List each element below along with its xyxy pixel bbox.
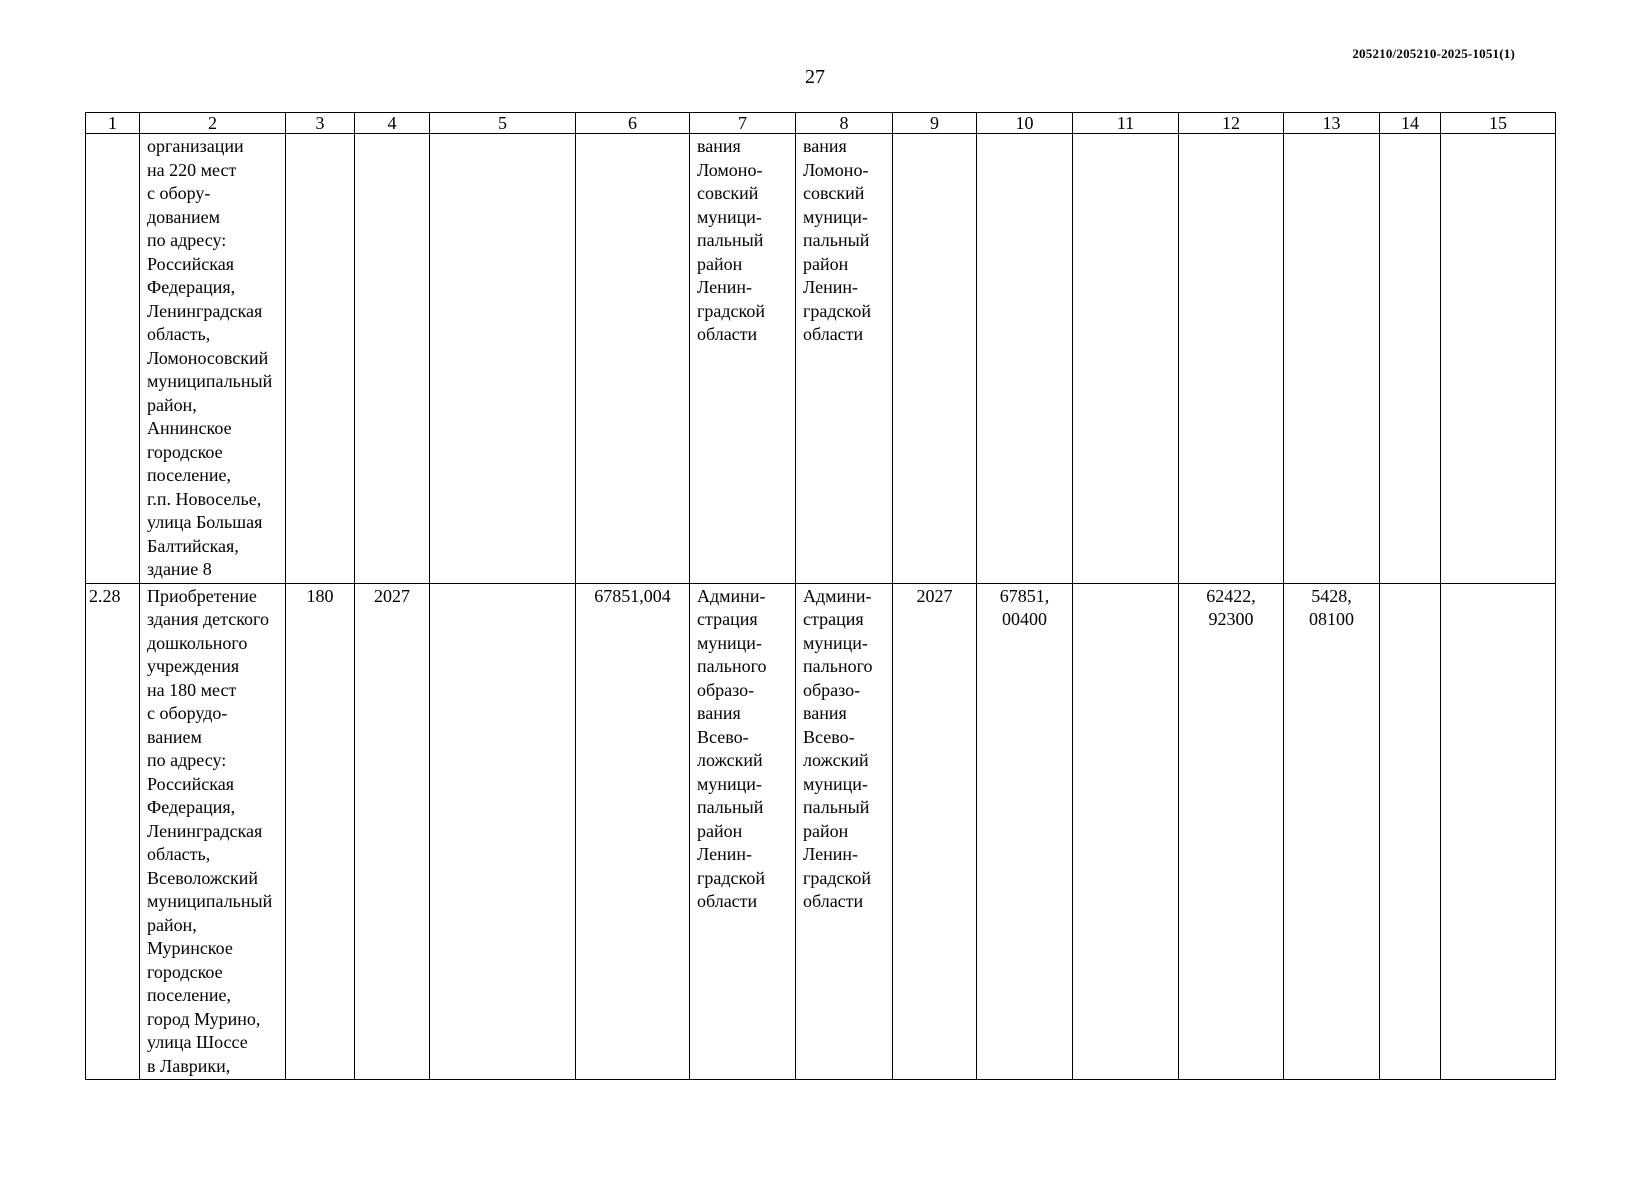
column-header: 15 xyxy=(1441,113,1556,134)
customer-cell: Админи- страция муници- пального образо- вания Всево- ложский муници- пальный район Ленин- градской области xyxy=(690,583,796,1080)
table-cell xyxy=(1179,134,1284,584)
table-cell xyxy=(430,583,576,1080)
table-cell xyxy=(1380,134,1441,584)
table-cell xyxy=(977,134,1073,584)
column-header: 8 xyxy=(796,113,893,134)
capacity-cell: 180 xyxy=(286,583,355,1080)
table-cell xyxy=(893,134,977,584)
column-header: 5 xyxy=(430,113,576,134)
table-cell xyxy=(576,134,690,584)
column-header: 2 xyxy=(140,113,286,134)
table-cell xyxy=(355,134,430,584)
table-cell xyxy=(1073,583,1179,1080)
data-table xyxy=(85,112,1556,1080)
column-header: 7 xyxy=(690,113,796,134)
column-header: 4 xyxy=(355,113,430,134)
column-header: 3 xyxy=(286,113,355,134)
column-number-row xyxy=(86,113,1556,134)
customer-cell: вания Ломоно- совский муници- пальный район Ленин- градской области xyxy=(690,134,796,584)
developer-cell: вания Ломоно- совский муници- пальный район Ленин- градской области xyxy=(796,134,893,584)
column-header: 11 xyxy=(1073,113,1179,134)
row-index-cell xyxy=(86,134,140,584)
developer-cell: Админи- страция муници- пального образо- вания Всево- ложский муници- пальный район Ленин- градской области xyxy=(796,583,893,1080)
column-header: 6 xyxy=(576,113,690,134)
column-header: 12 xyxy=(1179,113,1284,134)
table-cell xyxy=(1441,134,1556,584)
column-header: 9 xyxy=(893,113,977,134)
year-cell: 2027 xyxy=(355,583,430,1080)
table-cell xyxy=(286,134,355,584)
table-row xyxy=(86,583,1556,1080)
column-header: 14 xyxy=(1380,113,1441,134)
object-description-cell: Приобретение здания детского дошкольного учреждения на 180 мест с оборудо- ванием по адресу: Российская Федерация, Ленинградская область, Всеволожский муниципальный район, Муринское городское поселение, город Мурино, улица Шоссе в Лаврики, xyxy=(140,583,286,1080)
column-header: 13 xyxy=(1284,113,1380,134)
row-index-cell: 2.28 xyxy=(86,583,140,1080)
year-cell: 2027 xyxy=(893,583,977,1080)
local-budget-cell: 5428, 08100 xyxy=(1284,583,1380,1080)
column-header: 1 xyxy=(86,113,140,134)
page-number: 27 xyxy=(805,66,825,88)
document-id: 205210/205210-2025-1051(1) xyxy=(1352,46,1515,61)
cost-cell: 67851,004 xyxy=(576,583,690,1080)
regional-budget-cell: 62422, 92300 xyxy=(1179,583,1284,1080)
total-amount-cell: 67851, 00400 xyxy=(977,583,1073,1080)
table-row xyxy=(86,134,1556,584)
table-cell xyxy=(1073,134,1179,584)
column-header: 10 xyxy=(977,113,1073,134)
table-cell xyxy=(1441,583,1556,1080)
object-description-cell: организации на 220 мест с обору- дованием по адресу: Российская Федерация, Ленинградская область, Ломоносовский муниципальный район, Аннинское городское поселение, г.п. Новоселье, улица Большая Балтийская, здание 8 xyxy=(140,134,286,584)
table-cell xyxy=(1380,583,1441,1080)
table-cell xyxy=(1284,134,1380,584)
table-cell xyxy=(430,134,576,584)
